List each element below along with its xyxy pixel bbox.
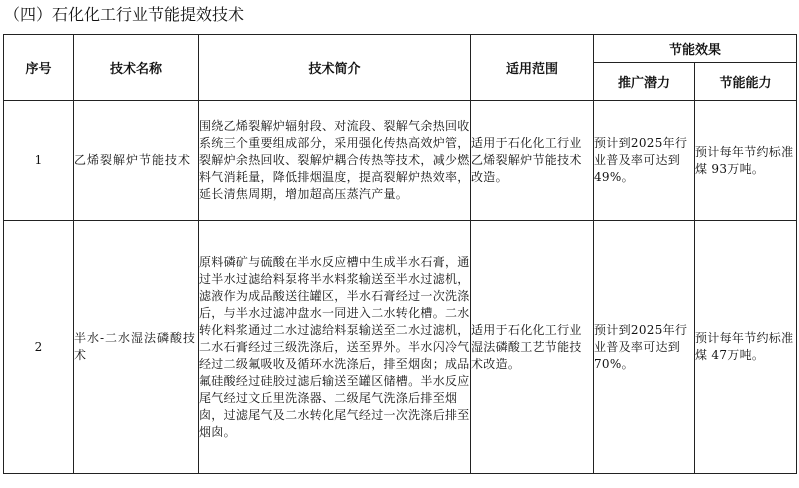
header-potential: 推广潜力	[594, 63, 695, 101]
row-tech-intro: 围绕乙烯裂解炉辐射段、对流段、裂解气余热回收系统三个重要组成部分，采用强化传热高效炉管，裂解炉余热回收、裂解炉耦合传热等技术，减少燃料气消耗量，降低排烟温度，提高裂解炉热效率，延长清焦周期，增加超高压蒸汽产量。	[199, 101, 471, 221]
row-tech-name: 乙烯裂解炉节能技术	[74, 101, 199, 221]
header-capacity: 节能能力	[695, 63, 797, 101]
row-potential: 预计到2025年行业普及率可达到70%。	[594, 221, 695, 474]
header-tech-name: 技术名称	[74, 35, 199, 101]
table-header-row	[4, 35, 797, 63]
header-tech-intro: 技术简介	[199, 35, 471, 101]
table-row	[4, 101, 797, 221]
energy-tech-table	[3, 34, 797, 474]
row-potential: 预计到2025年行业普及率可达到49%。	[594, 101, 695, 221]
table-row	[4, 221, 797, 474]
row-capacity: 预计每年节约标准煤 93万吨。	[695, 101, 797, 221]
row-tech-intro: 原料磷矿与硫酸在半水反应槽中生成半水石膏，通过半水过滤给料泵将半水料浆输送至半水过滤机，滤液作为成品酸送往罐区，半水石膏经过一次洗涤后，与半水过滤冲盘水一同进入二水转化槽。二水转化料浆通过二水过滤给料泵输送至二水过滤机，二水石膏经过三级洗涤后，送至界外。半水闪冷气经过二级氟吸收及循环水洗涤后，排至烟囱；成品氟硅酸经过硅胶过滤后输送至罐区储槽。半水反应尾气经过文丘里洗涤器、二级尾气洗涤后排至烟囱，过滤尾气及二水转化尾气经过一次洗涤后排至烟囱。	[199, 221, 471, 474]
header-energy-effect: 节能效果	[594, 35, 797, 63]
row-tech-name: 半水-二水湿法磷酸技术	[74, 221, 199, 474]
row-scope: 适用于石化化工行业湿法磷酸工艺节能技术改造。	[471, 221, 594, 474]
row-seq: 1	[4, 101, 74, 221]
row-scope: 适用于石化化工行业乙烯裂解炉节能技术改造。	[471, 101, 594, 221]
header-scope: 适用范围	[471, 35, 594, 101]
section-title: （四）石化化工行业节能提效技术	[4, 5, 245, 24]
row-capacity: 预计每年节约标准煤 47万吨。	[695, 221, 797, 474]
row-seq: 2	[4, 221, 74, 474]
header-seq: 序号	[4, 35, 74, 101]
